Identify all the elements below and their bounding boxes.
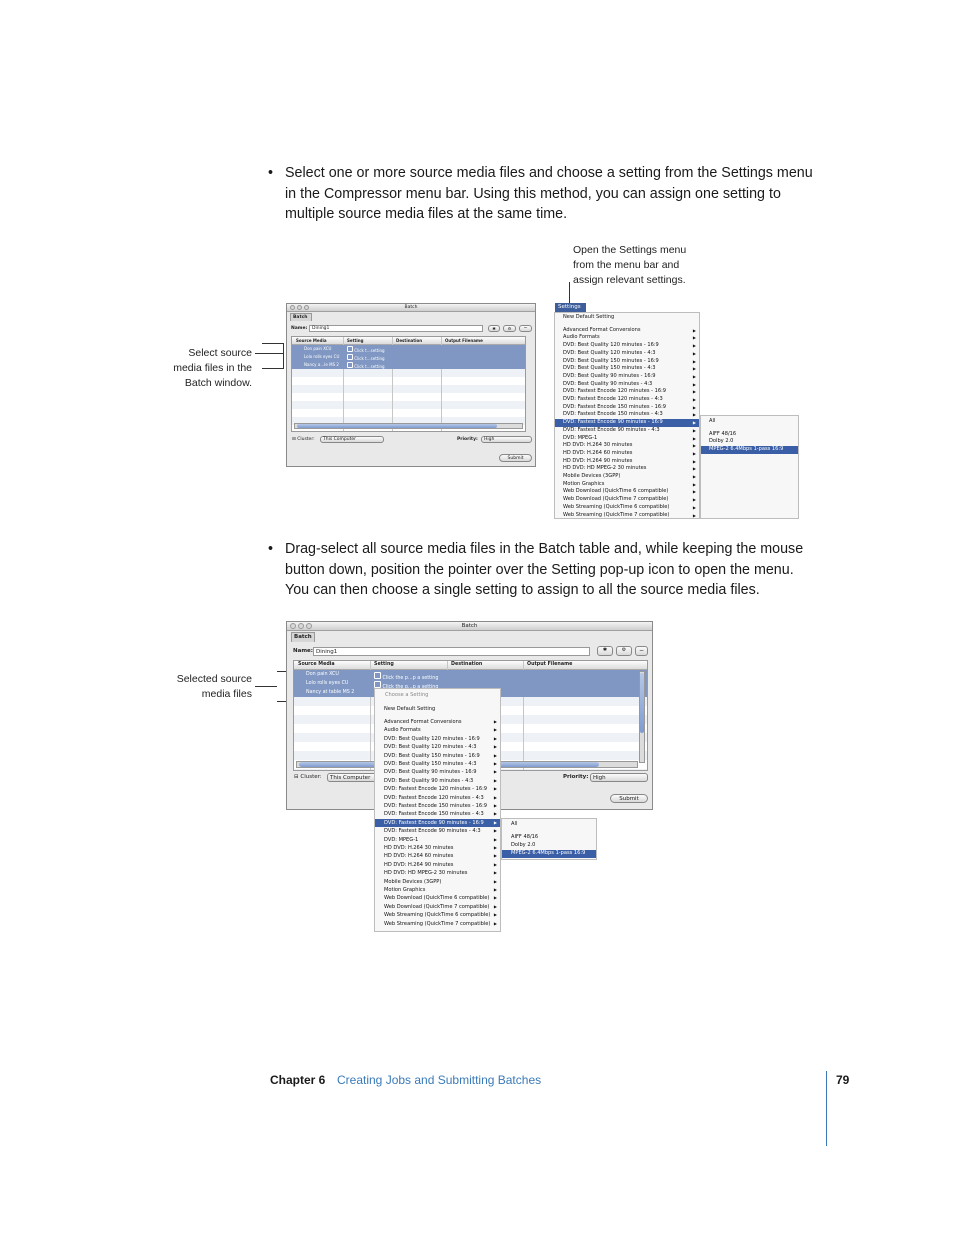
- name-label: Name:: [291, 326, 308, 331]
- settings-menu-item[interactable]: DVD: Best Quality 150 minutes - 16:9 ▶: [384, 752, 497, 759]
- table-cell[interactable]: Click t…setting: [347, 346, 385, 353]
- settings-menu-item[interactable]: DVD: Fastest Encode 90 minutes - 16:9 ▶: [375, 819, 500, 827]
- window-title: Batch: [461, 623, 478, 629]
- submenu-arrow-icon: ▶: [692, 512, 696, 518]
- submenu-arrow-icon: ▶: [493, 719, 497, 724]
- submenu-item[interactable]: AIFF 48/16: [511, 834, 539, 840]
- settings-menu-item[interactable]: Advanced Format Conversions ▶: [563, 326, 696, 333]
- settings-menu-item[interactable]: DVD: Fastest Encode 150 minutes - 16:9 ▶: [563, 403, 696, 410]
- bullet-paragraph-1: [268, 163, 816, 225]
- settings-menu-item[interactable]: Web Download (QuickTime 7 compatible) ▶: [563, 496, 696, 503]
- scroll-thumb[interactable]: [640, 673, 644, 733]
- close-icon[interactable]: [290, 623, 296, 629]
- submenu-arrow-icon: ▶: [692, 373, 696, 379]
- settings-menu-item[interactable]: Mobile Devices (3GPP) ▶: [384, 878, 497, 885]
- column-header[interactable]: Output Filename: [445, 338, 483, 343]
- footer-chapter: Chapter 6: [270, 1073, 326, 1087]
- tab-batch[interactable]: Batch: [290, 313, 312, 321]
- submenu-arrow-icon: ▶: [493, 803, 497, 808]
- settings-menu-item[interactable]: DVD: Fastest Encode 120 minutes - 16:9 ▶: [384, 786, 497, 793]
- callout-line: Batch window.: [184, 377, 252, 389]
- submenu-arrow-icon: ▶: [493, 912, 497, 918]
- settings-menu-item[interactable]: Audio Formats ▶: [384, 727, 497, 734]
- submenu-item[interactable]: MPEG-2 6.4Mbps 1-pass 16:9: [701, 446, 798, 454]
- settings-menu-item[interactable]: DVD: Fastest Encode 90 minutes - 4:3 ▶: [563, 426, 696, 433]
- submenu-arrow-icon: ▶: [493, 786, 497, 792]
- scroll-thumb[interactable]: [297, 424, 497, 428]
- settings-menu-item[interactable]: DVD: Best Quality 150 minutes - 16:9 ▶: [563, 357, 696, 364]
- settings-menu-item[interactable]: DVD: Fastest Encode 150 minutes - 4:3 ▶: [563, 411, 696, 418]
- settings-menu-item[interactable]: Web Streaming (QuickTime 6 compatible) ▶: [384, 912, 497, 919]
- submenu-arrow-icon: ▶: [493, 777, 497, 783]
- gear-icon[interactable]: ⚙: [616, 646, 632, 656]
- settings-submenu: [501, 818, 597, 860]
- submenu-arrow-icon: ▶: [493, 836, 497, 842]
- settings-menu-item[interactable]: DVD: Best Quality 120 minutes - 16:9 ▶: [563, 342, 696, 349]
- page-number: 79: [836, 1073, 850, 1087]
- submenu-arrow-icon: ▶: [692, 397, 696, 402]
- column-header[interactable]: Source Media: [298, 662, 335, 667]
- table-cell[interactable]: Click the p…p a setting: [374, 672, 438, 681]
- remove-icon[interactable]: −: [635, 646, 648, 656]
- settings-menu-item[interactable]: Web Streaming (QuickTime 6 compatible) ▶: [563, 503, 696, 510]
- submenu-arrow-icon: ▶: [692, 481, 696, 487]
- settings-menu-item[interactable]: DVD: Best Quality 120 minutes - 16:9 ▶: [384, 735, 497, 742]
- remove-icon[interactable]: −: [519, 325, 532, 332]
- submenu-arrow-icon: ▶: [493, 819, 497, 825]
- column-header[interactable]: Setting: [347, 338, 364, 343]
- callout-line: Open the Settings menu: [573, 244, 687, 256]
- submenu-arrow-icon: ▶: [493, 761, 497, 766]
- settings-menu-item[interactable]: HD DVD: H.264 30 minutes ▶: [563, 442, 696, 449]
- submenu-arrow-icon: ▶: [692, 420, 696, 426]
- settings-menu-item[interactable]: DVD: Fastest Encode 90 minutes - 4:3 ▶: [384, 828, 497, 835]
- submenu-arrow-icon: ▶: [493, 769, 497, 775]
- callout-line: from the menu bar and: [573, 259, 680, 271]
- table-cell[interactable]: Nancy at table MS 2: [306, 690, 355, 695]
- table-cell[interactable]: Nancy a…le MS 2: [304, 362, 339, 367]
- submenu-arrow-icon: ▶: [692, 443, 696, 449]
- submenu-arrow-icon: ▶: [493, 887, 497, 892]
- submenu-arrow-icon: ▶: [493, 895, 497, 901]
- submenu-arrow-icon: ▶: [692, 358, 696, 364]
- submit-button[interactable]: Submit: [610, 794, 648, 803]
- submenu-item[interactable]: MPEG-2 6.4Mbps 1-pass 16:9: [502, 850, 596, 858]
- submenu-arrow-icon: ▶: [493, 845, 497, 850]
- footer-rule: [826, 1071, 827, 1146]
- callout-leader: [255, 686, 277, 687]
- submenu-arrow-icon: ▶: [493, 727, 497, 733]
- settings-menu-item[interactable]: DVD: Best Quality 90 minutes - 16:9 ▶: [563, 372, 696, 379]
- settings-menu-item[interactable]: HD DVD: H.264 30 minutes ▶: [384, 845, 497, 851]
- submenu-arrow-icon: ▶: [493, 861, 497, 867]
- settings-menu-item[interactable]: DVD: Fastest Encode 120 minutes - 4:3 ▶: [563, 396, 696, 402]
- settings-menu-item[interactable]: HD DVD: H.264 90 minutes ▶: [563, 457, 696, 464]
- name-field[interactable]: Dining1: [313, 647, 590, 656]
- table-header: [292, 337, 525, 345]
- settings-menu-item[interactable]: Motion Graphics ▶: [563, 480, 696, 487]
- settings-menu-item[interactable]: Web Streaming (QuickTime 7 compatible) ▶: [563, 511, 696, 518]
- minimize-icon[interactable]: [298, 623, 304, 629]
- callout-selected-source: [150, 672, 252, 702]
- settings-menu-item[interactable]: Web Download (QuickTime 7 compatible) ▶: [384, 903, 497, 910]
- submenu-arrow-icon: ▶: [493, 920, 497, 926]
- settings-menu-item[interactable]: Audio Formats ▶: [563, 334, 696, 341]
- submenu-arrow-icon: ▶: [692, 366, 696, 372]
- settings-menu-item[interactable]: DVD: Best Quality 90 minutes - 4:3 ▶: [563, 380, 696, 387]
- close-icon[interactable]: [290, 305, 295, 310]
- settings-menu-item[interactable]: DVD: MPEG-1 ▶: [384, 836, 497, 843]
- submenu-arrow-icon: ▶: [692, 435, 696, 441]
- table-cell[interactable]: Click t…setting: [347, 354, 385, 361]
- batch-window: [286, 303, 536, 467]
- table-cell[interactable]: Lolo rolls eyes CU: [304, 354, 340, 359]
- submenu-arrow-icon: ▶: [692, 427, 696, 433]
- footer-chapter-title[interactable]: Creating Jobs and Submitting Batches: [337, 1073, 542, 1087]
- submenu-item[interactable]: AIFF 48/16: [709, 431, 737, 437]
- window-titlebar: [287, 304, 535, 312]
- submenu-arrow-icon: ▶: [493, 811, 497, 817]
- priority-label: Priority:: [457, 437, 478, 442]
- submenu-arrow-icon: ▶: [692, 327, 696, 333]
- submenu-item[interactable]: All: [709, 418, 716, 424]
- submenu-arrow-icon: ▶: [692, 504, 696, 510]
- settings-menu-item[interactable]: Mobile Devices (3GPP) ▶: [563, 473, 696, 479]
- submenu-item[interactable]: Dolby 2.0: [511, 842, 536, 848]
- submenu-item[interactable]: Dolby 2.0: [709, 438, 734, 444]
- submenu-arrow-icon: ▶: [692, 343, 696, 349]
- settings-menu-item[interactable]: DVD: Best Quality 90 minutes - 4:3 ▶: [384, 777, 497, 784]
- priority-label: Priority:: [563, 774, 589, 780]
- column-header[interactable]: Source Media: [296, 338, 327, 343]
- settings-menu-item[interactable]: DVD: Best Quality 150 minutes - 4:3 ▶: [384, 761, 497, 767]
- column-header[interactable]: Output Filename: [527, 662, 573, 667]
- add-icon[interactable]: ✱: [597, 646, 613, 656]
- add-icon[interactable]: ✱: [488, 325, 500, 332]
- window-titlebar: [287, 622, 652, 631]
- choose-setting-menu: [374, 688, 501, 932]
- bullet-symbol: •: [268, 541, 274, 557]
- submenu-arrow-icon: ▶: [692, 404, 696, 410]
- settings-menu-item[interactable]: DVD: Best Quality 150 minutes - 4:3 ▶: [563, 365, 696, 372]
- settings-menu-title[interactable]: Settings: [555, 303, 586, 312]
- submenu-arrow-icon: ▶: [692, 489, 696, 495]
- callout-leader: [569, 282, 570, 303]
- settings-menu-item[interactable]: Web Download (QuickTime 6 compatible) ▶: [563, 488, 696, 495]
- settings-menu-item[interactable]: DVD: Fastest Encode 90 minutes - 16:9 ▶: [555, 419, 699, 427]
- settings-menu-item[interactable]: HD DVD: HD MPEG-2 30 minutes ▶: [384, 870, 497, 877]
- settings-menu-item[interactable]: HD DVD: HD MPEG-2 30 minutes ▶: [563, 465, 696, 472]
- name-label: Name:: [293, 648, 313, 654]
- submenu-arrow-icon: ▶: [493, 735, 497, 741]
- cluster-label: ⊟ Cluster:: [292, 437, 315, 442]
- settings-menu-item[interactable]: Motion Graphics ▶: [384, 887, 497, 893]
- column-header[interactable]: Setting: [374, 662, 394, 667]
- window-title: Batch: [404, 305, 418, 310]
- bullet-text: Select one or more source media files and choose a setting from the Settings menu in the Compressor menu bar. Using this method, you can assign one setting to multiple source media files at the same time.: [285, 165, 813, 222]
- gear-icon[interactable]: ⚙: [503, 325, 516, 332]
- bullet-text: Drag-select all source media files in the Batch table and, while keeping the mouse button down, position the pointer over the Setting pop-up icon to open the menu. You can then choose a single setting to assign to all the source media files.: [285, 541, 804, 598]
- table-cell[interactable]: Don pain XCU: [304, 346, 332, 351]
- zoom-icon[interactable]: [304, 305, 309, 310]
- bullet-paragraph-2: [268, 539, 816, 601]
- callout-open-settings: [573, 243, 713, 288]
- submenu-arrow-icon: ▶: [692, 381, 696, 387]
- settings-menu-item[interactable]: DVD: MPEG-1 ▶: [563, 434, 696, 441]
- table-header: [294, 661, 647, 670]
- submenu-arrow-icon: ▶: [692, 350, 696, 356]
- submenu-arrow-icon: ▶: [493, 853, 497, 859]
- settings-menu-item[interactable]: HD DVD: H.264 90 minutes ▶: [384, 861, 497, 868]
- tab-batch[interactable]: Batch: [291, 632, 315, 642]
- submenu-arrow-icon: ▶: [692, 474, 696, 479]
- settings-menu-item[interactable]: DVD: Best Quality 120 minutes - 4:3 ▶: [384, 744, 497, 751]
- table-cell[interactable]: Lolo rolls eyes CU: [306, 681, 349, 686]
- settings-menu-item[interactable]: Advanced Format Conversions ▶: [384, 719, 497, 725]
- submenu-item[interactable]: All: [511, 821, 518, 827]
- submit-button[interactable]: Submit: [499, 454, 532, 462]
- zoom-icon[interactable]: [306, 623, 312, 629]
- table-cell[interactable]: Click t…setting: [347, 362, 385, 369]
- submenu-arrow-icon: ▶: [493, 752, 497, 758]
- priority-select[interactable]: High: [590, 773, 648, 782]
- bullet-symbol: •: [268, 165, 274, 181]
- cluster-label: ⊟ Cluster:: [294, 774, 322, 780]
- callout-select-source: [150, 346, 252, 391]
- vertical-scrollbar[interactable]: [639, 671, 645, 763]
- column-header[interactable]: Destination: [451, 662, 483, 667]
- horizontal-scrollbar[interactable]: [294, 423, 523, 429]
- settings-menu-item[interactable]: New Default Setting: [563, 314, 615, 320]
- batch-table: [291, 336, 526, 432]
- minimize-icon[interactable]: [297, 305, 302, 310]
- submenu-arrow-icon: ▶: [493, 744, 497, 750]
- submenu-arrow-icon: ▶: [692, 458, 696, 464]
- settings-menu-item[interactable]: HD DVD: H.264 60 minutes ▶: [563, 449, 696, 456]
- settings-submenu: [700, 415, 799, 519]
- cluster-select[interactable]: This Computer: [327, 773, 405, 782]
- settings-menu-item[interactable]: DVD: Best Quality 90 minutes - 16:9 ▶: [384, 769, 497, 776]
- window-controls: [290, 623, 314, 632]
- settings-menu-item[interactable]: Web Download (QuickTime 6 compatible) ▶: [384, 895, 497, 902]
- callout-bracket: [262, 343, 284, 369]
- table-cell[interactable]: Don pain XCU: [306, 672, 339, 677]
- window-controls: [290, 305, 311, 313]
- submenu-arrow-icon: ▶: [692, 450, 696, 456]
- settings-menu-item[interactable]: Web Streaming (QuickTime 7 compatible) ▶: [384, 920, 497, 927]
- submenu-arrow-icon: ▶: [692, 335, 696, 341]
- submenu-arrow-icon: ▶: [493, 870, 497, 876]
- column-header[interactable]: Destination: [396, 338, 423, 343]
- submenu-arrow-icon: ▶: [692, 466, 696, 472]
- submenu-arrow-icon: ▶: [493, 794, 497, 800]
- submenu-arrow-icon: ▶: [493, 903, 497, 909]
- callout-line: media files: [201, 688, 252, 700]
- priority-select[interactable]: High: [481, 436, 532, 443]
- submenu-arrow-icon: ▶: [692, 412, 696, 418]
- menu-header: Choose a Setting: [385, 692, 429, 698]
- selected-rows: [292, 345, 525, 369]
- settings-menu-item[interactable]: DVD: Best Quality 120 minutes - 4:3 ▶: [563, 349, 696, 356]
- callout-line: Select source: [188, 347, 252, 359]
- submenu-arrow-icon: ▶: [493, 828, 497, 834]
- callout-line: assign relevant settings.: [573, 274, 686, 286]
- callout-line: Selected source: [176, 673, 252, 685]
- cluster-select[interactable]: This Computer: [320, 436, 384, 443]
- submenu-arrow-icon: ▶: [692, 389, 696, 395]
- settings-menu-item[interactable]: DVD: Fastest Encode 150 minutes - 16:9 ▶: [384, 803, 497, 809]
- submenu-arrow-icon: ▶: [493, 878, 497, 884]
- settings-menu-item[interactable]: DVD: Fastest Encode 120 minutes - 4:3 ▶: [384, 794, 497, 801]
- callout-line: media files in the: [173, 362, 252, 374]
- submenu-arrow-icon: ▶: [692, 497, 696, 503]
- settings-menu-item[interactable]: HD DVD: H.264 60 minutes ▶: [384, 853, 497, 860]
- settings-menu-item[interactable]: DVD: Fastest Encode 150 minutes - 4:3 ▶: [384, 811, 497, 818]
- settings-menu-item[interactable]: New Default Setting: [384, 706, 436, 712]
- name-field[interactable]: Dining1: [309, 325, 483, 332]
- settings-menu: [554, 312, 700, 519]
- settings-menu-item[interactable]: DVD: Fastest Encode 120 minutes - 16:9 ▶: [563, 388, 696, 395]
